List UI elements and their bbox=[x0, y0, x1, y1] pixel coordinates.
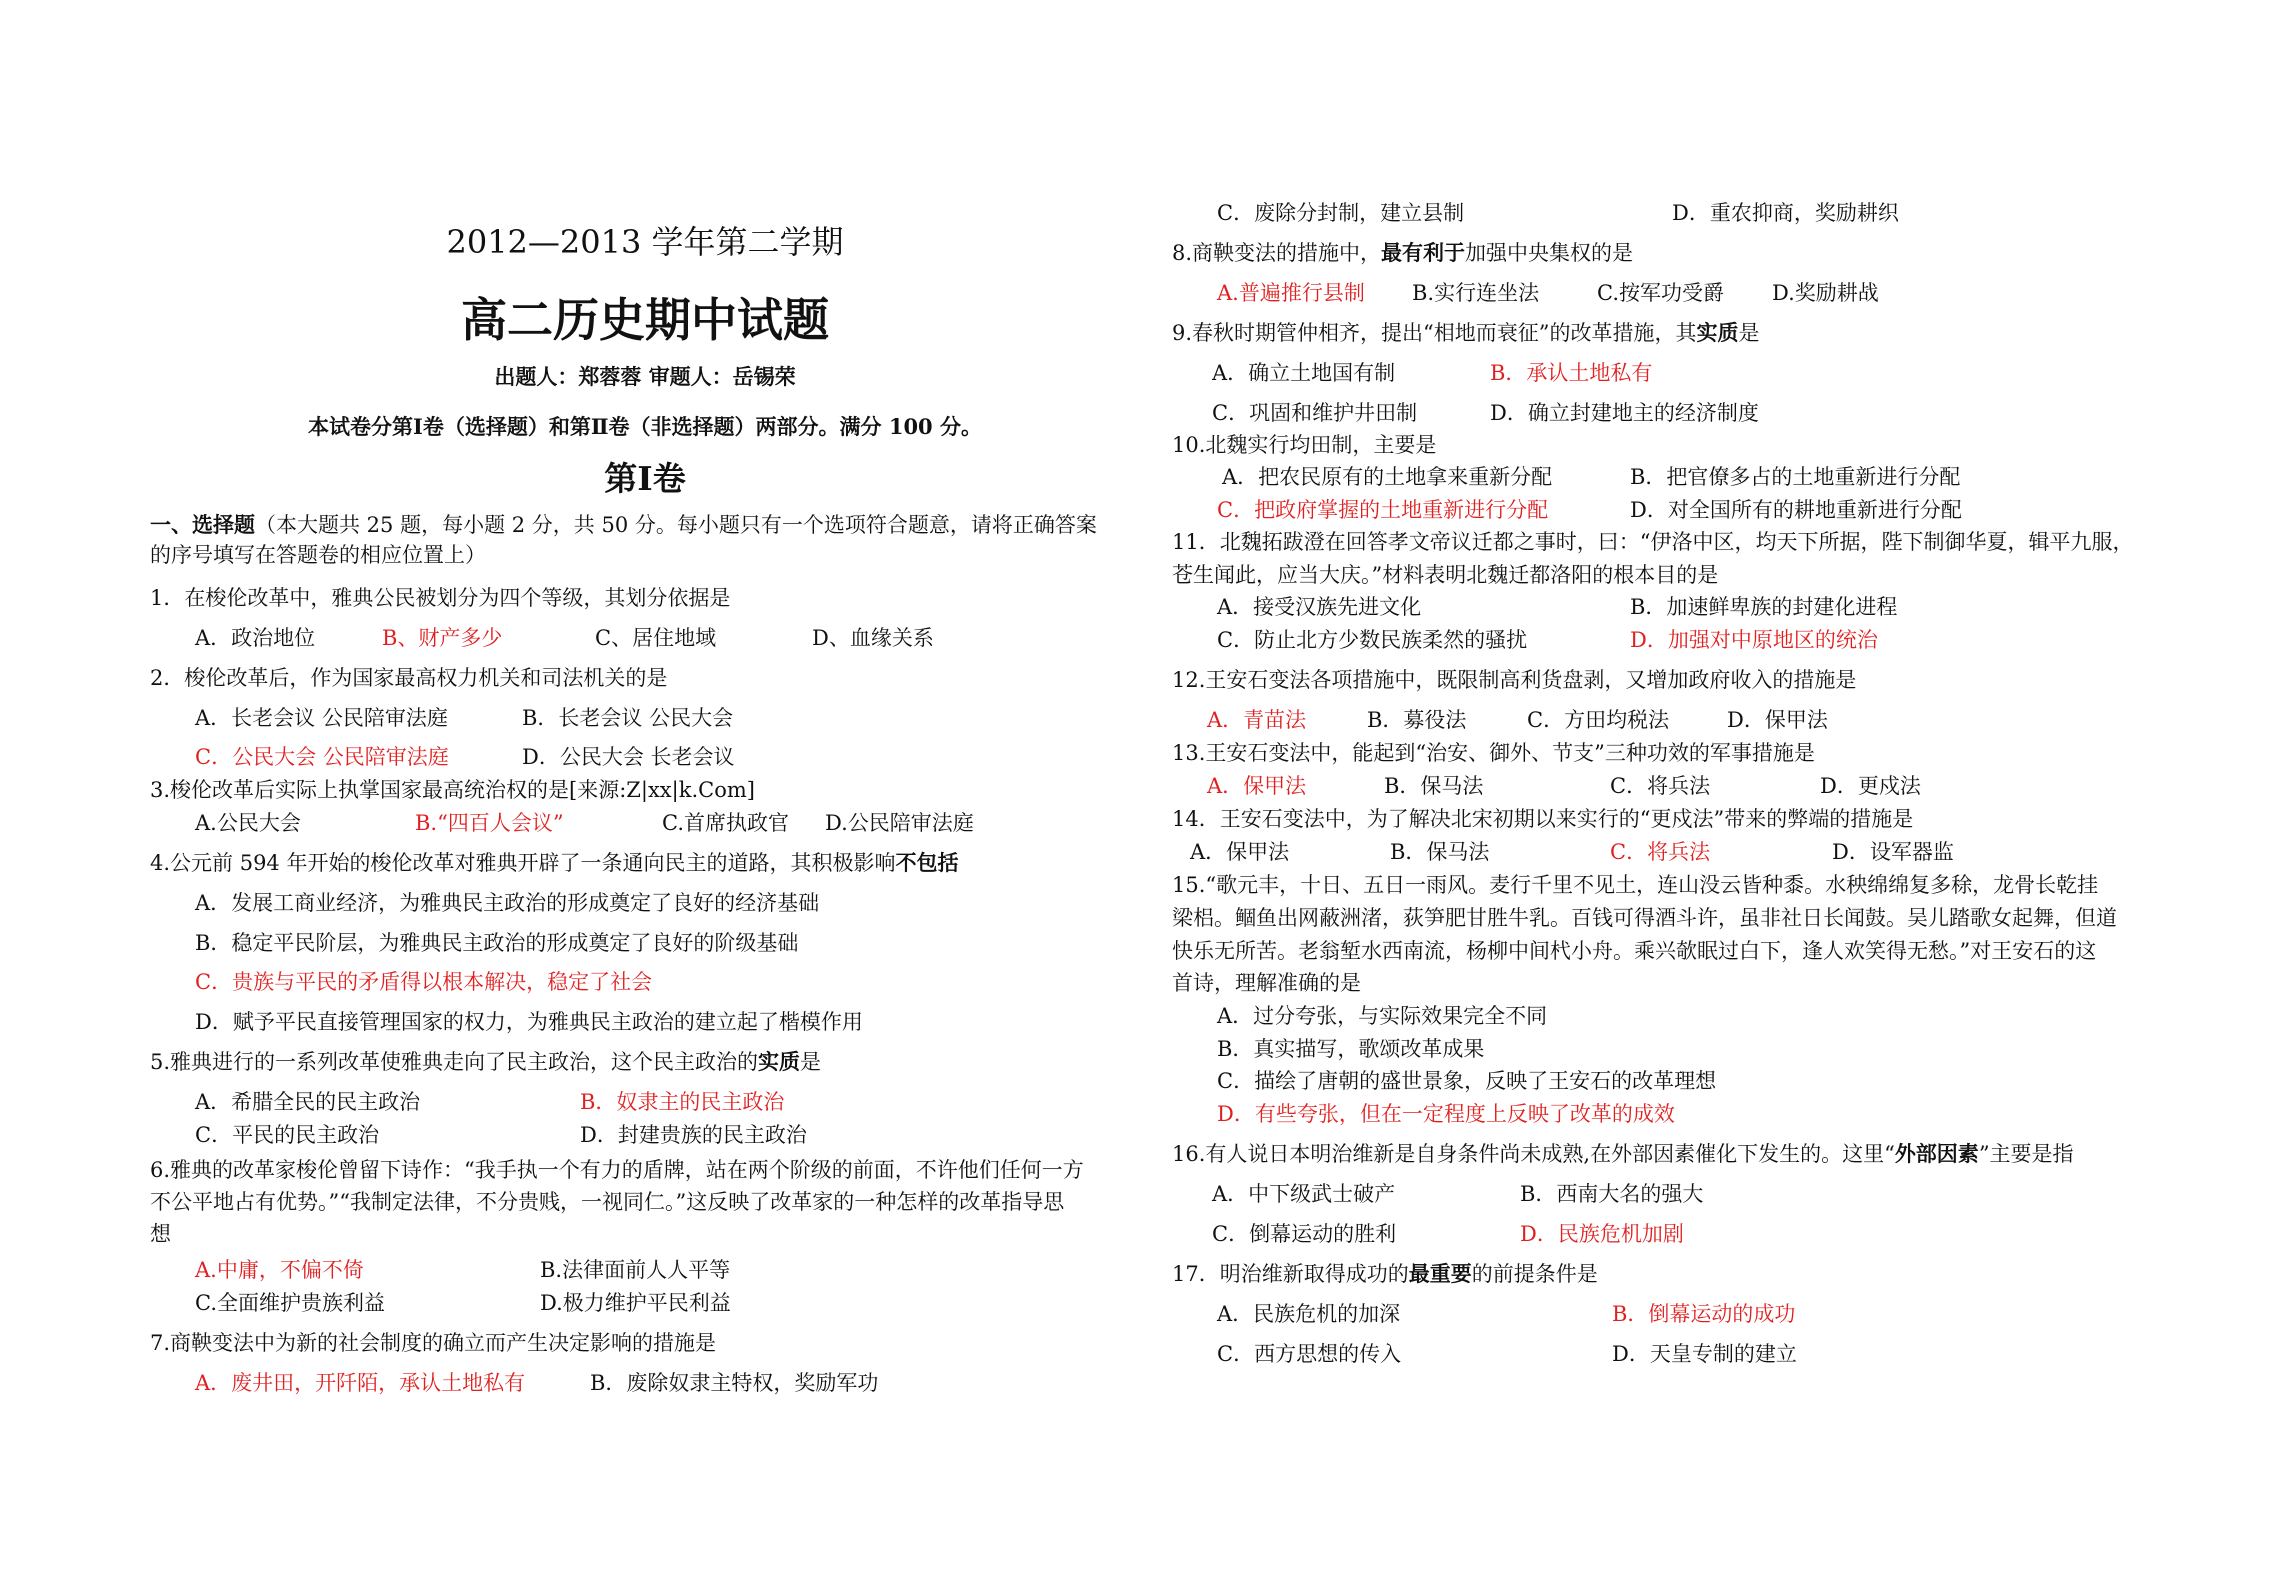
q5-option-b: B．奴隶主的民主政治 bbox=[580, 1090, 785, 1114]
q1-option-d: D、血缘关系 bbox=[812, 626, 934, 650]
q9-option-d: D．确立封建地主的经济制度 bbox=[1490, 401, 1759, 425]
q13-stem: 13.王安石变法中，能起到“治安、御外、节支”三种功效的军事措施是 bbox=[1172, 741, 1815, 765]
q11-option-a: A．接受汉族先进文化 bbox=[1217, 595, 1422, 619]
q5-stem-text: 5.雅典进行的一系列改革使雅典走向了民主政治，这个民主政治的 bbox=[150, 1050, 759, 1074]
q17-option-a: A．民族危机的加深 bbox=[1217, 1302, 1401, 1326]
q5-stem-emphasis: 实质 bbox=[758, 1049, 801, 1074]
q3-option-d: D.公民陪审法庭 bbox=[825, 811, 974, 835]
q8-option-d: D.奖励耕战 bbox=[1772, 281, 1879, 305]
q7-option-a: A．废井田，开阡陌，承认土地私有 bbox=[195, 1371, 526, 1395]
q4-stem bbox=[150, 848, 958, 878]
q9-stem-text: 9.春秋时期管仲相齐，提出“相地而衰征”的改革措施，其 bbox=[1172, 321, 1697, 345]
q1-option-b: B、财产多少 bbox=[382, 626, 503, 650]
q6-option-b: B.法律面前人人平等 bbox=[540, 1258, 731, 1282]
q4-stem-text: 4.公元前 594 年开始的梭伦改革对雅典开辟了一条通向民主的道路，其积极影响 bbox=[150, 851, 896, 875]
q10-option-a: A．把农民原有的土地拿来重新分配 bbox=[1222, 465, 1553, 489]
q14-option-c: C．将兵法 bbox=[1610, 840, 1711, 864]
q15-stem-line3: 快乐无所苦。老翁堑水西南流，杨柳中间杙小舟。乘兴欹眠过白下，逢人欢笑得无愁。”对王安石的这 bbox=[1172, 939, 2097, 963]
q9-option-b: B．承认土地私有 bbox=[1490, 361, 1653, 385]
q8-stem-text: 8.商鞅变法的措施中， bbox=[1172, 241, 1382, 265]
q13-option-a: A．保甲法 bbox=[1207, 774, 1307, 798]
q6-option-a: A.中庸，不偏不倚 bbox=[195, 1258, 364, 1282]
q16-option-b: B．西南大名的强大 bbox=[1520, 1182, 1704, 1206]
section-desc-cont: 的序号填写在答题卷的相应位置上） bbox=[150, 543, 486, 567]
q14-stem: 14．王安石变法中，为了解决北宋初期以来实行的“更戍法”带来的弊端的措施是 bbox=[1172, 807, 1914, 831]
q7-stem: 7.商鞅变法中为新的社会制度的确立而产生决定影响的措施是 bbox=[150, 1331, 717, 1355]
q17-option-d: D．天皇专制的建立 bbox=[1612, 1342, 1797, 1366]
q3-option-c: C.首席执政官 bbox=[662, 811, 789, 835]
q15-option-a: A．过分夸张，与实际效果完全不同 bbox=[1217, 1004, 1548, 1028]
q2-stem: 2．梭伦改革后，作为国家最高权力机关和司法机关的是 bbox=[150, 666, 668, 690]
q9-stem-end: 是 bbox=[1738, 321, 1760, 345]
q17-stem-emphasis: 最重要 bbox=[1408, 1261, 1472, 1286]
section-heading bbox=[150, 510, 1097, 540]
q14-option-d: D．设军器监 bbox=[1832, 840, 1954, 864]
q17-stem-end: 的前提条件是 bbox=[1471, 1262, 1598, 1286]
q9-stem-emphasis: 实质 bbox=[1696, 320, 1739, 345]
section-desc: （本大题共 25 题，每小题 2 分，共 50 分。每小题只有一个选项符合题意，请将正确答案 bbox=[255, 513, 1097, 537]
q8-option-a: A.普遍推行县制 bbox=[1217, 281, 1365, 305]
q15-stem-line1: 15.“歌元丰，十日、五日一雨风。麦行千里不见土，连山没云皆种黍。水秧绵绵复多稌，龙骨长乾挂 bbox=[1172, 873, 2099, 897]
q16-stem-text: 16.有人说日本明治维新是自身条件尚未成熟,在外部因素催化下发生的。这里“ bbox=[1172, 1142, 1895, 1166]
q17-option-c: C．西方思想的传入 bbox=[1217, 1342, 1402, 1366]
q3-option-b: B.“四百人会议” bbox=[415, 811, 564, 835]
q6-stem-line2: 不公平地占有优势。”“我制定法律，不分贵贱，一视同仁。”这反映了改革家的一种怎样的改革指导思 bbox=[150, 1190, 1065, 1214]
q10-option-c: C．把政府掌握的土地重新进行分配 bbox=[1217, 498, 1549, 522]
q6-stem-line1: 6.雅典的改革家梭伦曾留下诗作：“我手执一个有力的盾牌，站在两个阶级的前面，不许他们任何一方 bbox=[150, 1158, 1084, 1182]
q4-option-d: D．赋予平民直接管理国家的权力，为雅典民主政治的建立起了楷模作用 bbox=[195, 1010, 863, 1034]
q9-stem bbox=[1172, 318, 1760, 348]
q12-option-a: A．青苗法 bbox=[1207, 708, 1307, 732]
q16-stem bbox=[1172, 1139, 2074, 1169]
q11-option-b: B．加速鲜卑族的封建化进程 bbox=[1630, 595, 1898, 619]
q13-option-d: D．更戍法 bbox=[1820, 774, 1921, 798]
q1-option-a: A．政治地位 bbox=[195, 626, 316, 650]
q17-stem-text: 17．明治维新取得成功的 bbox=[1172, 1262, 1409, 1286]
q3-option-a: A.公民大会 bbox=[195, 811, 301, 835]
q2-option-d: D．公民大会 长老会议 bbox=[522, 745, 735, 769]
exam-title: 高二历史期中试题 bbox=[461, 293, 829, 347]
q10-option-b: B．把官僚多占的土地重新进行分配 bbox=[1630, 465, 1961, 489]
q9-option-a: A．确立土地国有制 bbox=[1212, 361, 1396, 385]
q16-stem-end: ”主要是指 bbox=[1978, 1142, 2074, 1166]
q17-stem bbox=[1172, 1259, 1598, 1289]
q10-option-d: D．对全国所有的耕地重新进行分配 bbox=[1630, 498, 1962, 522]
q13-option-c: C．将兵法 bbox=[1610, 774, 1711, 798]
q12-option-c: C．方田均税法 bbox=[1527, 708, 1670, 732]
q17-option-b: B．倒幕运动的成功 bbox=[1612, 1302, 1796, 1326]
q1-stem: 1．在梭伦改革中，雅典公民被划分为四个等级，其划分依据是 bbox=[150, 586, 731, 610]
q5-option-c: C．平民的民主政治 bbox=[195, 1123, 380, 1147]
q3-stem: 3.梭伦改革后实际上执掌国家最高统治权的是[来源:Z|xx|k.Com] bbox=[150, 778, 755, 802]
q14-option-a: A．保甲法 bbox=[1190, 840, 1290, 864]
q11-stem-line2: 苍生闻此，应当大庆。”材料表明北魏迁都洛阳的根本目的是 bbox=[1172, 563, 1719, 587]
q2-option-a: A．长老会议 公民陪审法庭 bbox=[195, 706, 448, 730]
q4-option-c: C．贵族与平民的矛盾得以根本解决，稳定了社会 bbox=[195, 970, 653, 994]
exam-authors: 出题人：郑蓉蓉 审题人：岳锡荣 bbox=[494, 364, 796, 389]
q5-stem-end: 是 bbox=[800, 1050, 822, 1074]
q15-stem-line2: 梁梠。鲴鱼出网蔽洲渚，荻笋肥甘胜牛乳。百钱可得酒斗许，虽非社日长闻鼓。吴儿踏歌女起舞，但道 bbox=[1172, 906, 2117, 930]
exam-intro: 本试卷分第Ⅰ卷（选择题）和第Ⅱ卷（非选择题）两部分。满分 100 分。 bbox=[308, 414, 982, 439]
q8-stem-emphasis: 最有利于 bbox=[1381, 240, 1466, 265]
q2-option-b: B．长老会议 公民大会 bbox=[522, 706, 734, 730]
q15-option-d: D．有些夸张，但在一定程度上反映了改革的成效 bbox=[1217, 1102, 1675, 1126]
q16-option-d: D．民族危机加剧 bbox=[1520, 1222, 1684, 1246]
section-label: 一、选择题 bbox=[150, 512, 255, 537]
q14-option-b: B．保马法 bbox=[1390, 840, 1490, 864]
q6-stem-line3: 想 bbox=[150, 1222, 171, 1246]
q8-option-b: B.实行连坐法 bbox=[1412, 281, 1540, 305]
q5-stem bbox=[150, 1047, 821, 1077]
q7-option-b: B．废除奴隶主特权，奖励军功 bbox=[590, 1371, 879, 1395]
q9-option-c: C．巩固和维护井田制 bbox=[1212, 401, 1418, 425]
q7-option-c: C．废除分封制，建立县制 bbox=[1217, 201, 1465, 225]
q15-option-c: C．描绘了唐朝的盛世景象，反映了王安石的改革理想 bbox=[1217, 1069, 1717, 1093]
q11-stem-line1: 11．北魏拓跋澄在回答孝文帝议迁都之事时，曰：“伊洛中区，均天下所据，陛下制御华夏，辑平九服， bbox=[1172, 530, 2134, 554]
exam-year: 2012—2013 学年第二学期 bbox=[446, 223, 844, 261]
q8-option-c: C.按军功受爵 bbox=[1597, 281, 1724, 305]
q12-option-b: B．募役法 bbox=[1367, 708, 1467, 732]
q15-option-b: B．真实描写，歌颂改革成果 bbox=[1217, 1037, 1485, 1061]
q4-option-b: B．稳定平民阶层，为雅典民主政治的形成奠定了良好的阶级基础 bbox=[195, 931, 799, 955]
volume-heading: 第Ⅰ卷 bbox=[604, 459, 686, 498]
q16-stem-emphasis: 外部因素 bbox=[1894, 1141, 1979, 1166]
q8-stem bbox=[1172, 238, 1633, 268]
q5-option-a: A．希腊全民的民主政治 bbox=[195, 1090, 421, 1114]
q12-stem: 12.王安石变法各项措施中，既限制高利货盘剥，又增加政府收入的措施是 bbox=[1172, 668, 1857, 692]
q16-option-a: A．中下级武士破产 bbox=[1212, 1182, 1396, 1206]
q11-option-c: C．防止北方少数民族柔然的骚扰 bbox=[1217, 628, 1528, 652]
q11-option-d: D．加强对中原地区的统治 bbox=[1630, 628, 1878, 652]
q7-option-d: D．重农抑商，奖励耕织 bbox=[1672, 201, 1899, 225]
q2-option-c: C．公民大会 公民陪审法庭 bbox=[195, 745, 449, 769]
q6-option-c: C.全面维护贵族利益 bbox=[195, 1291, 385, 1315]
q5-option-d: D．封建贵族的民主政治 bbox=[580, 1123, 807, 1147]
q6-option-d: D.极力维护平民利益 bbox=[540, 1291, 731, 1315]
q10-stem: 10.北魏实行均田制，主要是 bbox=[1172, 433, 1437, 457]
q4-option-a: A．发展工商业经济，为雅典民主政治的形成奠定了良好的经济基础 bbox=[195, 891, 820, 915]
q1-option-c: C、居住地域 bbox=[595, 626, 717, 650]
q15-stem-line4: 首诗，理解准确的是 bbox=[1172, 971, 1361, 995]
q4-stem-emphasis: 不包括 bbox=[895, 850, 959, 875]
q16-option-c: C．倒幕运动的胜利 bbox=[1212, 1222, 1397, 1246]
q12-option-d: D．保甲法 bbox=[1727, 708, 1828, 732]
q8-stem-end: 加强中央集权的是 bbox=[1465, 241, 1634, 265]
q13-option-b: B．保马法 bbox=[1384, 774, 1484, 798]
